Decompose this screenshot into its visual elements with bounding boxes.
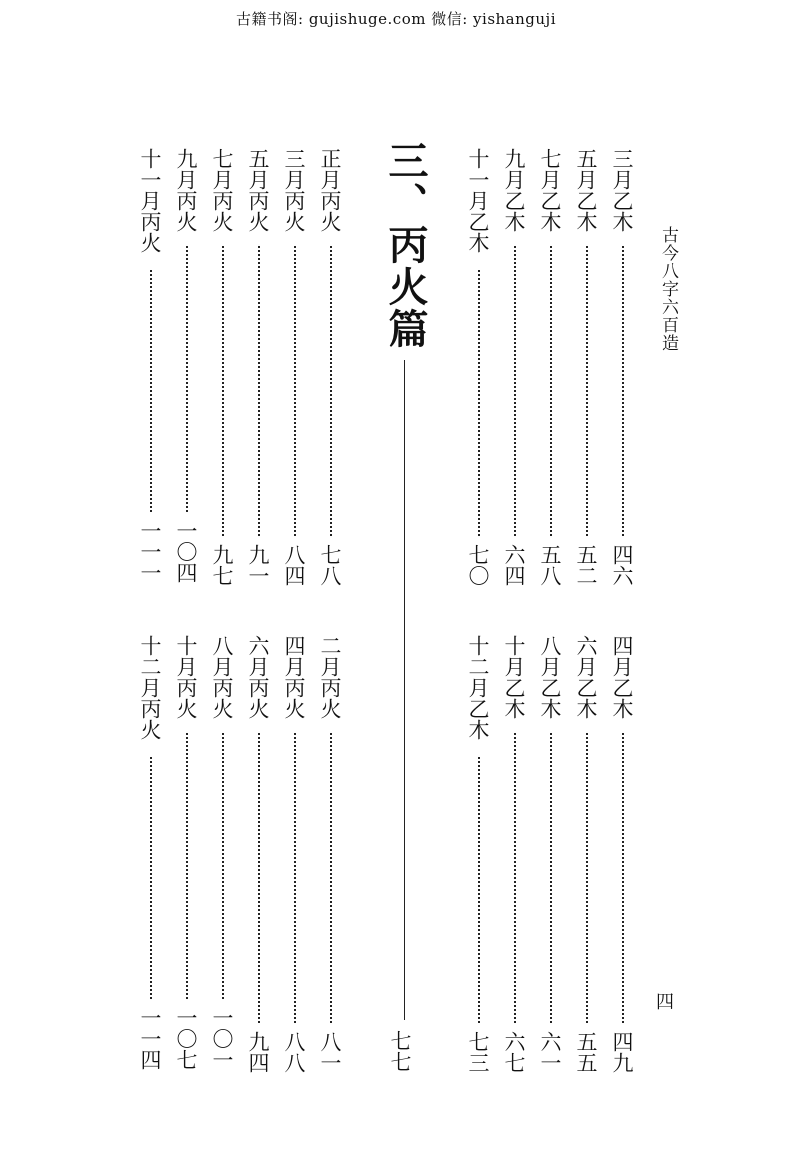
folio-number: 四 — [656, 992, 674, 1013]
toc-entry-title: 十月乙木 — [502, 635, 526, 719]
toc-entry-title: 六月乙木 — [574, 635, 598, 719]
dot-leader — [622, 733, 624, 1023]
toc-page-number: 七八 — [318, 544, 342, 586]
dot-leader — [222, 733, 224, 999]
toc-entry-title: 十二月乙木 — [466, 635, 490, 740]
toc-entry-title: 三月乙木 — [610, 148, 634, 232]
toc-entry-title: 七月丙火 — [210, 148, 234, 232]
dot-leader — [514, 246, 516, 536]
toc-page-number: 八八 — [282, 1031, 306, 1073]
dot-leader — [294, 246, 296, 536]
toc-entry-title: 九月丙火 — [174, 148, 198, 232]
toc-page-number: 七〇 — [466, 544, 490, 586]
toc-entry-title: 四月丙火 — [282, 635, 306, 719]
toc-entry-title: 十一月丙火 — [138, 148, 162, 253]
toc-page-number: 五八 — [538, 544, 562, 586]
section-page-number: 七七 — [388, 1030, 412, 1072]
toc-page-number: 一一一 — [138, 520, 162, 583]
toc-entry-title: 十一月乙木 — [466, 148, 490, 253]
toc-entry-title: 三月丙火 — [282, 148, 306, 232]
dot-leader — [186, 733, 188, 999]
dot-leader — [258, 733, 260, 1023]
toc-entry-title: 十月丙火 — [174, 635, 198, 719]
dot-leader — [478, 270, 480, 536]
toc-entry-title: 四月乙木 — [610, 635, 634, 719]
toc-entry-title: 五月乙木 — [574, 148, 598, 232]
toc-page-number: 九七 — [210, 544, 234, 586]
toc-entry-title: 七月乙木 — [538, 148, 562, 232]
section-title: 三、丙火篇 — [382, 140, 428, 350]
dot-leader — [586, 246, 588, 536]
toc-entry-title: 九月乙木 — [502, 148, 526, 232]
section-rule — [404, 360, 405, 1020]
toc-page-number: 八一 — [318, 1031, 342, 1073]
running-header: 古今八字六百造 — [658, 226, 678, 352]
dot-leader — [150, 757, 152, 999]
dot-leader — [294, 733, 296, 1023]
toc-page-number: 四九 — [610, 1031, 634, 1073]
toc-page-number: 九四 — [246, 1031, 270, 1073]
toc-page-number: 一〇七 — [174, 1007, 198, 1070]
dot-leader — [186, 246, 188, 512]
toc-page-number: 八四 — [282, 544, 306, 586]
toc-entry-title: 五月丙火 — [246, 148, 270, 232]
toc-entry-title: 正月丙火 — [318, 148, 342, 232]
toc-page-number: 六四 — [502, 544, 526, 586]
dot-leader — [622, 246, 624, 536]
dot-leader — [550, 733, 552, 1023]
dot-leader — [550, 246, 552, 536]
toc-entry-title: 二月丙火 — [318, 635, 342, 719]
watermark-text: 古籍书阁: gujishuge.com 微信: yishanguji — [236, 10, 556, 28]
toc-page-number: 一一四 — [138, 1007, 162, 1070]
dot-leader — [330, 733, 332, 1023]
toc-page-number: 九一 — [246, 544, 270, 586]
toc-page-number: 六一 — [538, 1031, 562, 1073]
toc-page-number: 五五 — [574, 1031, 598, 1073]
dot-leader — [330, 246, 332, 536]
dot-leader — [514, 733, 516, 1023]
toc-page-number: 四六 — [610, 544, 634, 586]
toc-entry-title: 八月丙火 — [210, 635, 234, 719]
toc-page-number: 七三 — [466, 1031, 490, 1073]
dot-leader — [222, 246, 224, 536]
dot-leader — [150, 270, 152, 512]
dot-leader — [478, 757, 480, 1023]
toc-page-number: 一〇四 — [174, 520, 198, 583]
toc-page-number: 一〇一 — [210, 1007, 234, 1070]
toc-entry-title: 十二月丙火 — [138, 635, 162, 740]
toc-entry-title: 八月乙木 — [538, 635, 562, 719]
toc-page-number: 六七 — [502, 1031, 526, 1073]
dot-leader — [586, 733, 588, 1023]
dot-leader — [258, 246, 260, 536]
toc-entry-title: 六月丙火 — [246, 635, 270, 719]
toc-page-number: 五二 — [574, 544, 598, 586]
